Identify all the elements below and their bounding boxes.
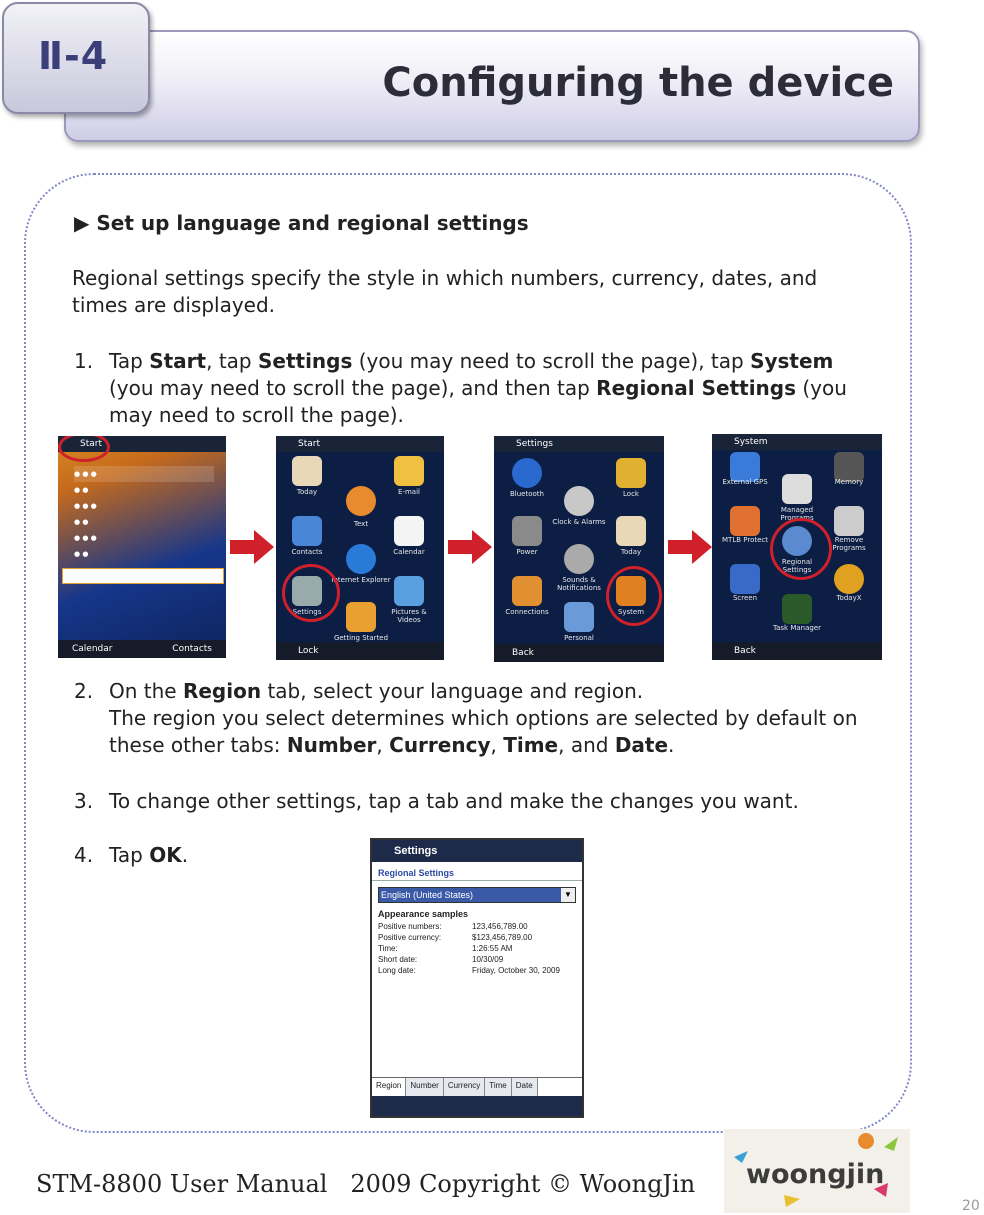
section-heading: ▶ Set up language and regional settings <box>74 211 529 235</box>
regional-tabs: Region Number Currency Time Date <box>372 1077 582 1096</box>
page-number: 20 <box>962 1198 980 1214</box>
start-menu-image: Start Today E-mail Text Contacts Calendar Internet Explorer Settings Pictures & Videos Getting Started Lock <box>276 436 444 660</box>
region-select: English (United States) ▼ <box>378 887 576 903</box>
start-soft-keys: Calendar Contacts <box>58 640 226 658</box>
start-title: Start <box>58 436 226 452</box>
arrow-right-icon <box>230 530 274 564</box>
arrow-right-icon <box>668 530 712 564</box>
highlight-circle <box>606 566 662 626</box>
system-screen-image: System External GPS Memory Managed Programs MTLB Protect Regional Settings Remove Programs Screen Task Manager TodayX Back <box>712 434 882 660</box>
title-bar <box>64 30 920 142</box>
regional-title: Settings <box>372 840 582 862</box>
step-3-text: To change other settings, tap a tab and make the changes you want. <box>109 789 799 813</box>
step-1-number: 1. <box>74 349 94 373</box>
section-number: Ⅱ-4 <box>38 34 109 78</box>
step-3-number: 3. <box>74 789 94 813</box>
woongjin-logo <box>724 1129 910 1213</box>
regional-settings-image <box>370 838 584 1118</box>
step-1-text: Tap Start, tap Settings (you may need to scroll the page), tap System (you may need to scroll the page), and then tap Regional Settings (you may need to scroll the page). <box>109 349 847 427</box>
samples-table: Positive numbers: 123,456,789.00 Positive currency: $123,456,789.00 Time: 1:26:55 AM Short date: 10/30/09 Long date: Friday, October 30, 2009 <box>378 922 560 975</box>
section-tab <box>2 2 150 114</box>
step-4-number: 4. <box>74 843 94 867</box>
logo-text: woongjin <box>746 1159 885 1190</box>
chevron-down-icon: ▼ <box>561 888 575 902</box>
footer-text: STM-8800 User Manual 2009 Copyright © WoongJin <box>36 1170 696 1198</box>
step-4-text: Tap OK. <box>109 843 189 867</box>
arrow-right-icon <box>448 530 492 564</box>
highlight-circle <box>770 518 832 580</box>
regional-subtitle: Regional Settings <box>372 862 582 881</box>
step-2-text: On the Region tab, select your language and region. The region you select determines which options are selected by default on these other tabs: Number, Currency, Time, and Date. <box>109 679 858 757</box>
settings-screen-image: Settings Bluetooth Lock Clock & Alarms Power Today Sounds & Notifications Connections System Personal Back <box>494 436 664 662</box>
intro-paragraph: Regional settings specify the style in which numbers, currency, dates, and times are displayed. <box>72 266 818 317</box>
step-2-number: 2. <box>74 679 94 703</box>
highlight-circle <box>282 564 340 622</box>
samples-title: Appearance samples <box>378 909 469 919</box>
page-title: Configuring the device <box>382 60 894 106</box>
start-screen-image: Start ● ● ● ● ● ● ● ● ● ● ● ● ● ● ● Calendar Contacts <box>58 436 226 658</box>
highlight-circle <box>58 436 110 462</box>
